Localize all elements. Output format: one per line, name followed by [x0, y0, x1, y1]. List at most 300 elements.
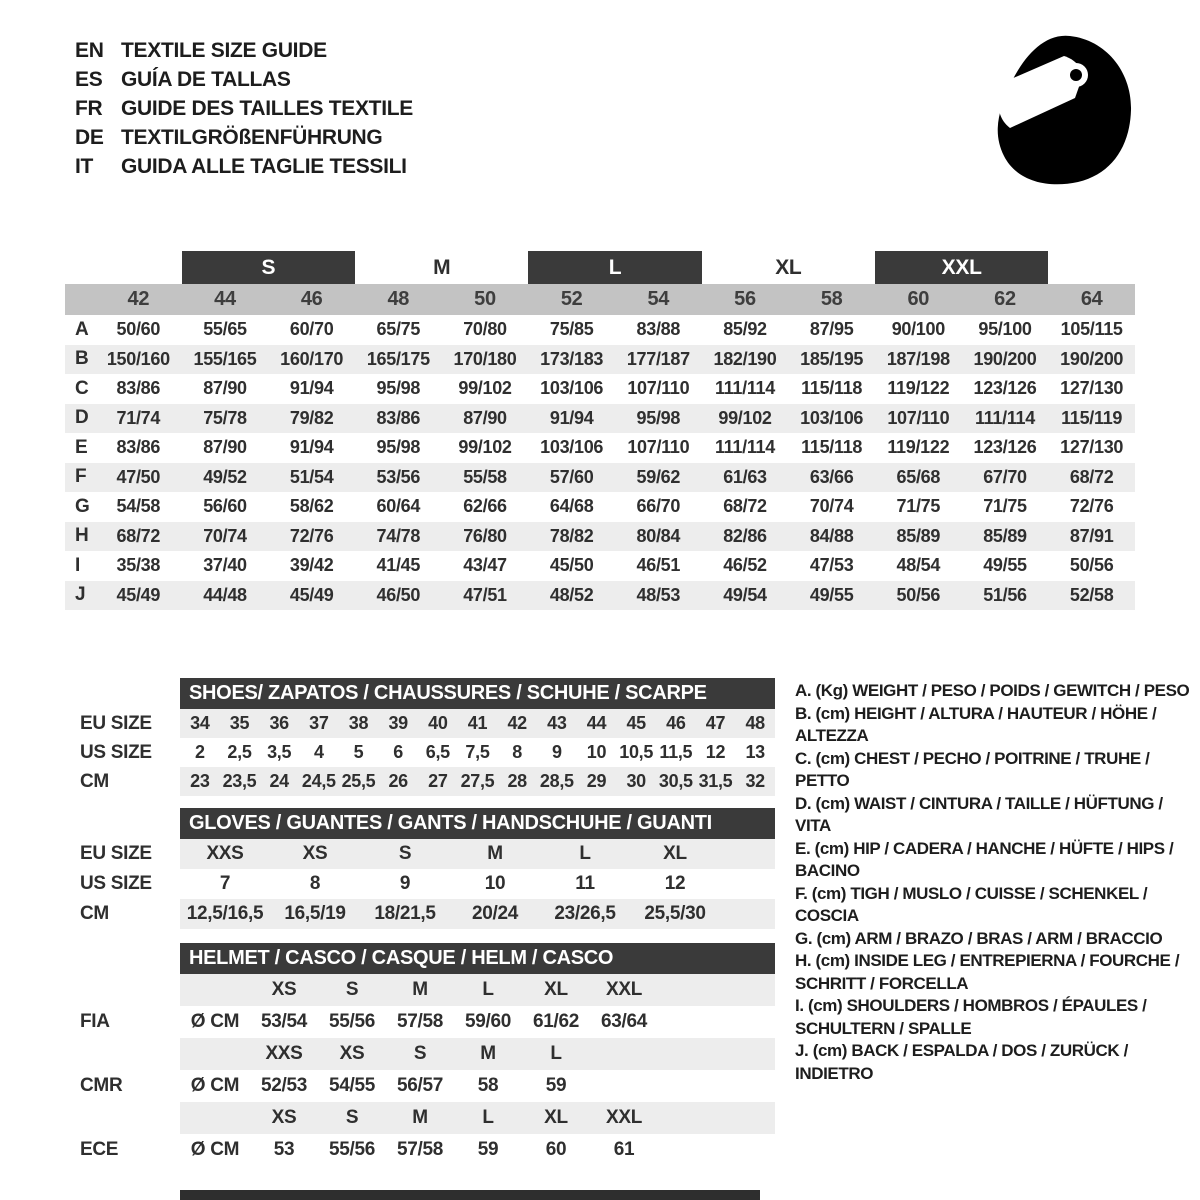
footer-bar — [180, 1190, 760, 1200]
legend-item: A. (Kg) WEIGHT / PESO / POIDS / GEWITCH / PESO — [795, 681, 1190, 700]
size-value: 190/200 — [1060, 348, 1124, 369]
row-letter: B — [75, 348, 89, 370]
size-value: 45/49 — [289, 584, 334, 605]
size-value: 83/86 — [376, 407, 421, 428]
size-value: 52/58 — [1069, 584, 1114, 605]
section-cell: 48 — [745, 713, 765, 733]
measurement-row — [65, 374, 1135, 404]
section-cell: XXS — [265, 1043, 303, 1064]
size-value: 65/68 — [896, 466, 941, 487]
section-cell: 37 — [309, 713, 329, 733]
section-cell: XXL — [605, 1107, 643, 1128]
section-cell: 42 — [507, 713, 527, 733]
section-cell — [180, 974, 250, 1006]
measurement-row — [65, 581, 1135, 611]
size-value: 59/62 — [636, 466, 681, 487]
size-value: 35/38 — [116, 555, 161, 576]
measurement-row — [65, 492, 1135, 522]
section-cell: 6,5 — [425, 742, 450, 762]
numeric-size: 44 — [214, 288, 236, 310]
size-value: 95/100 — [978, 319, 1032, 340]
size-value: 83/86 — [116, 437, 161, 458]
size-value: 78/82 — [549, 525, 594, 546]
size-value: 85/92 — [723, 319, 767, 340]
section-cell: 23/26,5 — [554, 903, 616, 924]
size-value: 103/106 — [540, 378, 604, 399]
section-cell: XS — [302, 843, 328, 864]
section-cell: L — [482, 979, 494, 1000]
legend-item: F. (cm) TIGH / MUSLO / CUISSE / SCHENKEL / COSCIA — [795, 883, 1148, 925]
size-value: 50/56 — [896, 584, 941, 605]
size-value: 45/50 — [549, 555, 594, 576]
language-code: EN — [75, 39, 104, 62]
section-cell — [180, 1102, 250, 1134]
row-letter: D — [75, 407, 89, 429]
section-cell: 6 — [393, 742, 404, 762]
size-value: 49/55 — [983, 555, 1027, 576]
size-value: 47/53 — [809, 555, 854, 576]
size-value: 56/60 — [203, 496, 247, 517]
legend-item: B. (cm) HEIGHT / ALTURA / HAUTEUR / HÖHE / ALTEZZA — [795, 703, 1157, 745]
helmet-data-row — [180, 974, 775, 1006]
shoes-data-row — [180, 738, 775, 767]
numeric-size: 56 — [734, 288, 756, 310]
size-value: 71/75 — [896, 496, 941, 517]
section-cell: 34 — [190, 713, 210, 733]
section-cell: Ø CM — [190, 1075, 240, 1096]
size-value: 64/68 — [549, 496, 594, 517]
size-group-xxl: XXL — [875, 251, 1048, 284]
row-letter: I — [75, 554, 80, 576]
language-code: FR — [75, 97, 103, 120]
helmet-data-row — [180, 1038, 775, 1070]
section-cell: 12 — [664, 873, 686, 894]
side-label: FIA — [80, 1011, 110, 1032]
section-cell: L — [579, 843, 591, 864]
section-cell: 25,5 — [341, 771, 376, 791]
language-row — [75, 65, 413, 94]
apparel-size-table — [65, 251, 1135, 610]
size-value: 53/56 — [376, 466, 421, 487]
section-cell: 24 — [269, 771, 289, 791]
row-letter: E — [75, 436, 88, 458]
section-cell: 7 — [219, 873, 231, 894]
section-cell: 28 — [507, 771, 527, 791]
row-letter: F — [75, 466, 87, 488]
size-value: 111/114 — [714, 437, 775, 458]
side-label — [65, 1102, 180, 1134]
size-value: 71/74 — [116, 407, 161, 428]
section-cell: 3,5 — [267, 742, 292, 762]
section-cell: Ø CM — [190, 1139, 240, 1160]
measurement-row — [65, 551, 1135, 581]
size-value: 115/119 — [1061, 407, 1123, 428]
size-value: 95/98 — [376, 378, 421, 399]
side-label: CM — [80, 770, 109, 792]
language-row — [75, 94, 413, 123]
section-cell: 8 — [512, 742, 523, 762]
numeric-size: 46 — [300, 288, 323, 310]
measurement-legend — [795, 680, 1200, 1085]
section-cell: XS — [339, 1043, 365, 1064]
size-value: 115/118 — [801, 437, 863, 458]
section-label-spacer — [65, 808, 180, 839]
section-cell: 54/55 — [328, 1075, 376, 1096]
size-value: 44/48 — [203, 584, 247, 605]
side-label: CMR — [80, 1075, 123, 1096]
numeric-size: 54 — [647, 288, 670, 310]
section-cell: 30,5 — [658, 771, 693, 791]
size-value: 63/66 — [809, 466, 854, 487]
size-value: 187/198 — [886, 348, 950, 369]
size-value: 49/52 — [203, 466, 247, 487]
size-value: 43/47 — [463, 555, 507, 576]
size-value: 173/183 — [540, 348, 604, 369]
gloves-data-row — [180, 899, 775, 929]
size-value: 60/70 — [289, 319, 334, 340]
numeric-size: 60 — [907, 288, 930, 310]
section-cell: L — [550, 1043, 562, 1064]
section-cell: XS — [271, 979, 297, 1000]
size-value: 72/76 — [289, 525, 334, 546]
helmet-title-bar: HELMET / CASCO / CASQUE / HELM / CASCO — [180, 943, 775, 974]
gloves-data-row — [180, 869, 775, 899]
shoes-title-bar: SHOES/ ZAPATOS / CHAUSSURES / SCHUHE / SCARPE — [180, 678, 775, 709]
legend-item: D. (cm) WAIST / CINTURA / TAILLE / HÜFTUNG / VITA — [795, 793, 1163, 835]
section-cell: 2,5 — [227, 742, 252, 762]
size-value: 74/78 — [376, 525, 421, 546]
size-value: 123/126 — [973, 437, 1037, 458]
size-value: 182/190 — [713, 348, 777, 369]
size-value: 127/130 — [1060, 378, 1124, 399]
section-row — [65, 1134, 1140, 1166]
size-value: 84/88 — [809, 525, 854, 546]
size-value: 115/118 — [801, 378, 863, 399]
section-cell: L — [482, 1107, 494, 1128]
section-cell: 8 — [309, 873, 321, 894]
size-value: 47/50 — [116, 466, 161, 487]
section-cell: 9 — [399, 873, 411, 894]
section-cell: 53 — [273, 1139, 295, 1160]
section-cell: XXS — [206, 843, 244, 864]
section-cell: 59 — [477, 1139, 499, 1160]
size-value: 51/54 — [289, 466, 334, 487]
section-cell: 16,5/19 — [284, 903, 346, 924]
section-cell: 41 — [467, 713, 488, 733]
section-cell: 23 — [190, 771, 210, 791]
size-value: 55/65 — [203, 319, 247, 340]
size-value: 82/86 — [723, 525, 767, 546]
size-value: 46/50 — [376, 584, 421, 605]
size-value: 72/76 — [1069, 496, 1114, 517]
size-value: 62/66 — [463, 496, 507, 517]
row-letter: H — [75, 525, 89, 547]
size-value: 177/187 — [626, 348, 690, 369]
helmet-data-row — [180, 1134, 775, 1166]
size-value: 91/94 — [549, 407, 594, 428]
side-label: EU SIZE — [80, 712, 152, 734]
size-value: 119/122 — [887, 378, 950, 399]
size-value: 51/56 — [983, 584, 1027, 605]
size-group-m: M — [433, 255, 451, 279]
numeric-size: 42 — [127, 288, 150, 310]
size-value: 48/53 — [636, 584, 681, 605]
section-cell: 46 — [666, 713, 686, 733]
size-value: 49/54 — [723, 584, 767, 605]
size-value: 170/180 — [453, 348, 517, 369]
size-value: 45/49 — [116, 584, 161, 605]
legend-item: H. (cm) INSIDE LEG / ENTREPIERNA / FOURCHE / SCHRITT / FORCELLA — [795, 951, 1180, 993]
row-letter: C — [75, 377, 89, 399]
size-value: 71/75 — [983, 496, 1027, 517]
size-value: 70/80 — [463, 319, 507, 340]
size-group-header-row — [65, 251, 1135, 284]
section-cell: XL — [544, 979, 568, 1000]
section-cell: 47 — [705, 713, 726, 733]
row-letter: G — [75, 495, 90, 517]
language-row — [75, 152, 413, 181]
size-value: 67/70 — [983, 466, 1027, 487]
helmet-data-row — [180, 1102, 775, 1134]
section-cell: XL — [663, 843, 687, 864]
section-cell: 57/58 — [396, 1139, 444, 1160]
size-value: 87/90 — [203, 437, 247, 458]
size-value: 57/60 — [549, 466, 594, 487]
section-cell: 24,5 — [301, 771, 336, 791]
size-value: 85/89 — [983, 525, 1027, 546]
size-value: 58/62 — [289, 496, 334, 517]
language-code: IT — [75, 155, 94, 178]
measurement-row — [65, 522, 1135, 552]
size-value: 123/126 — [973, 378, 1037, 399]
section-cell: 61 — [613, 1139, 635, 1160]
section-cell: 58 — [477, 1075, 499, 1096]
size-value: 68/72 — [1069, 466, 1114, 487]
size-value: 150/160 — [106, 348, 170, 369]
section-cell: 10 — [484, 873, 506, 894]
row-letter: J — [75, 584, 86, 606]
size-value: 66/70 — [636, 496, 681, 517]
section-cell: 57/58 — [396, 1011, 444, 1032]
section-cell: M — [412, 979, 428, 1000]
measurement-row — [65, 315, 1135, 345]
size-group-s: S — [182, 251, 355, 284]
legend-item: J. (cm) BACK / ESPALDA / DOS / ZURÜCK / INDIETRO — [795, 1041, 1128, 1083]
section-cell: 13 — [745, 742, 765, 762]
size-value: 155/165 — [193, 348, 257, 369]
section-cell: 27,5 — [460, 771, 495, 791]
section-cell: 63/64 — [600, 1011, 648, 1032]
section-label-spacer — [65, 678, 180, 709]
section-cell: 10,5 — [619, 742, 654, 762]
size-value: 185/195 — [800, 348, 864, 369]
corner-cell — [65, 284, 95, 315]
page-title: GUIDA ALLE TAGLIE TESSILI — [121, 155, 407, 178]
measurement-row — [65, 433, 1135, 463]
size-group-l: L — [528, 251, 701, 284]
section-cell: 10 — [586, 742, 607, 762]
size-value: 99/102 — [718, 407, 772, 428]
section-cell: 35 — [229, 713, 250, 733]
section-cell: 18/21,5 — [374, 903, 436, 924]
side-label: EU SIZE — [80, 843, 152, 864]
language-code: DE — [75, 126, 104, 149]
language-row — [75, 36, 413, 65]
size-value: 41/45 — [376, 555, 421, 576]
numeric-size-header-row — [65, 284, 1135, 315]
size-value: 107/110 — [627, 378, 690, 399]
size-value: 49/55 — [809, 584, 854, 605]
size-value: 105/115 — [1060, 319, 1123, 340]
size-value: 190/200 — [973, 348, 1037, 369]
gloves-title-bar: GLOVES / GUANTES / GANTS / HANDSCHUHE / GUANTI — [180, 808, 775, 839]
legend-item: I. (cm) SHOULDERS / HOMBROS / ÉPAULES / SCHULTERN / SPALLE — [795, 996, 1147, 1038]
size-value: 111/114 — [714, 378, 775, 399]
section-cell: 38 — [348, 713, 369, 733]
language-title-list — [75, 36, 413, 181]
size-value: 39/42 — [289, 555, 334, 576]
section-cell: XS — [271, 1107, 297, 1128]
size-value: 76/80 — [463, 525, 507, 546]
side-label: CM — [80, 903, 109, 924]
side-label: US SIZE — [80, 741, 152, 763]
section-cell: M — [487, 843, 503, 864]
size-value: 61/63 — [723, 466, 767, 487]
section-cell: 23,5 — [222, 771, 257, 791]
size-value: 47/51 — [463, 584, 507, 605]
section-cell: 52/53 — [260, 1075, 308, 1096]
section-cell: 12 — [705, 742, 726, 762]
size-value: 119/122 — [887, 437, 950, 458]
helmet-data-row — [180, 1070, 775, 1102]
section-cell: 30 — [626, 771, 646, 791]
section-cell: XXL — [605, 979, 643, 1000]
helmet-data-row — [180, 1006, 775, 1038]
section-cell: 40 — [428, 713, 448, 733]
gloves-data-row — [180, 839, 775, 869]
numeric-size: 50 — [474, 288, 496, 310]
size-value: 103/106 — [800, 407, 864, 428]
size-value: 48/52 — [549, 584, 594, 605]
size-value: 75/85 — [549, 319, 594, 340]
side-label: ECE — [80, 1139, 119, 1160]
size-value: 160/170 — [280, 348, 344, 369]
size-value: 80/84 — [636, 525, 681, 546]
section-label-spacer — [65, 943, 180, 974]
section-cell: 4 — [313, 742, 324, 762]
section-cell: 20/24 — [471, 903, 519, 924]
size-value: 65/75 — [376, 319, 421, 340]
size-value: 54/58 — [116, 496, 161, 517]
size-value: 70/74 — [809, 496, 854, 517]
size-value: 95/98 — [376, 437, 421, 458]
section-cell: 59/60 — [464, 1011, 512, 1032]
measurement-row — [65, 463, 1135, 493]
section-cell: 7,5 — [465, 742, 490, 762]
section-cell: S — [413, 1043, 427, 1064]
section-cell: 11 — [575, 873, 595, 894]
size-value: 50/56 — [1069, 555, 1114, 576]
size-value: 46/51 — [636, 555, 681, 576]
size-value: 68/72 — [723, 496, 767, 517]
measurement-row — [65, 404, 1135, 434]
legend-item: E. (cm) HIP / CADERA / HANCHE / HÜFTE / HIPS / BACINO — [795, 838, 1174, 880]
legend-item: C. (cm) CHEST / PECHO / POITRINE / TRUHE / PETTO — [795, 748, 1150, 790]
size-value: 50/60 — [116, 319, 161, 340]
size-value: 103/106 — [540, 437, 604, 458]
section-cell: 43 — [547, 713, 567, 733]
size-value: 99/102 — [458, 378, 512, 399]
section-cell: 61/62 — [532, 1011, 580, 1032]
side-label — [65, 1038, 180, 1070]
section-cell: M — [412, 1107, 428, 1128]
section-cell: 27 — [428, 771, 448, 791]
section-cell: 53/54 — [260, 1011, 308, 1032]
section-cell: 59 — [545, 1075, 567, 1096]
section-cell: 31,5 — [698, 771, 733, 791]
section-cell: 55/56 — [328, 1011, 376, 1032]
section-cell: 12,5/16,5 — [186, 903, 264, 924]
measurement-rows — [65, 315, 1135, 610]
size-value: 37/40 — [203, 555, 247, 576]
measurement-row — [65, 345, 1135, 375]
section-cell: 28,5 — [539, 771, 574, 791]
section-cell: 44 — [586, 713, 607, 733]
size-value: 68/72 — [116, 525, 161, 546]
section-cell: 26 — [388, 771, 408, 791]
size-value: 91/94 — [289, 437, 334, 458]
section-cell: S — [345, 1107, 359, 1128]
section-row — [65, 1102, 1140, 1134]
size-value: 165/175 — [366, 348, 430, 369]
size-value: 60/64 — [376, 496, 421, 517]
size-value: 87/91 — [1069, 525, 1114, 546]
size-value: 91/94 — [289, 378, 334, 399]
size-value: 87/95 — [809, 319, 854, 340]
side-label: US SIZE — [80, 873, 152, 894]
page-title: TEXTILGRÖßENFÜHRUNG — [121, 126, 383, 149]
size-group-xl: XL — [775, 255, 802, 279]
size-value: 87/90 — [463, 407, 507, 428]
numeric-size: 52 — [560, 288, 583, 310]
legend-item: G. (cm) ARM / BRAZO / BRAS / ARM / BRACCIO — [795, 928, 1163, 948]
row-letter: A — [75, 318, 89, 340]
section-cell: 29 — [586, 771, 607, 791]
language-row — [75, 123, 413, 152]
numeric-size: 62 — [994, 288, 1016, 310]
size-value: 95/98 — [636, 407, 681, 428]
section-cell: 9 — [551, 742, 562, 762]
section-cell: XL — [544, 1107, 568, 1128]
size-value: 107/110 — [887, 407, 950, 428]
size-value: 48/54 — [896, 555, 941, 576]
section-cell: 55/56 — [328, 1139, 376, 1160]
size-value: 111/114 — [974, 407, 1035, 428]
page-title: GUÍA DE TALLAS — [121, 68, 291, 91]
section-cell: 60 — [545, 1139, 567, 1160]
size-value: 99/102 — [458, 437, 512, 458]
section-cell — [180, 1038, 250, 1070]
page-title: GUIDE DES TAILLES TEXTILE — [121, 97, 413, 120]
size-value: 55/58 — [463, 466, 507, 487]
size-value: 46/52 — [723, 555, 767, 576]
size-value: 83/88 — [636, 319, 681, 340]
numeric-size: 64 — [1080, 288, 1103, 310]
size-value: 83/86 — [116, 378, 161, 399]
section-cell: 2 — [194, 742, 205, 762]
section-cell: 56/57 — [396, 1075, 444, 1096]
size-value: 90/100 — [891, 319, 945, 340]
